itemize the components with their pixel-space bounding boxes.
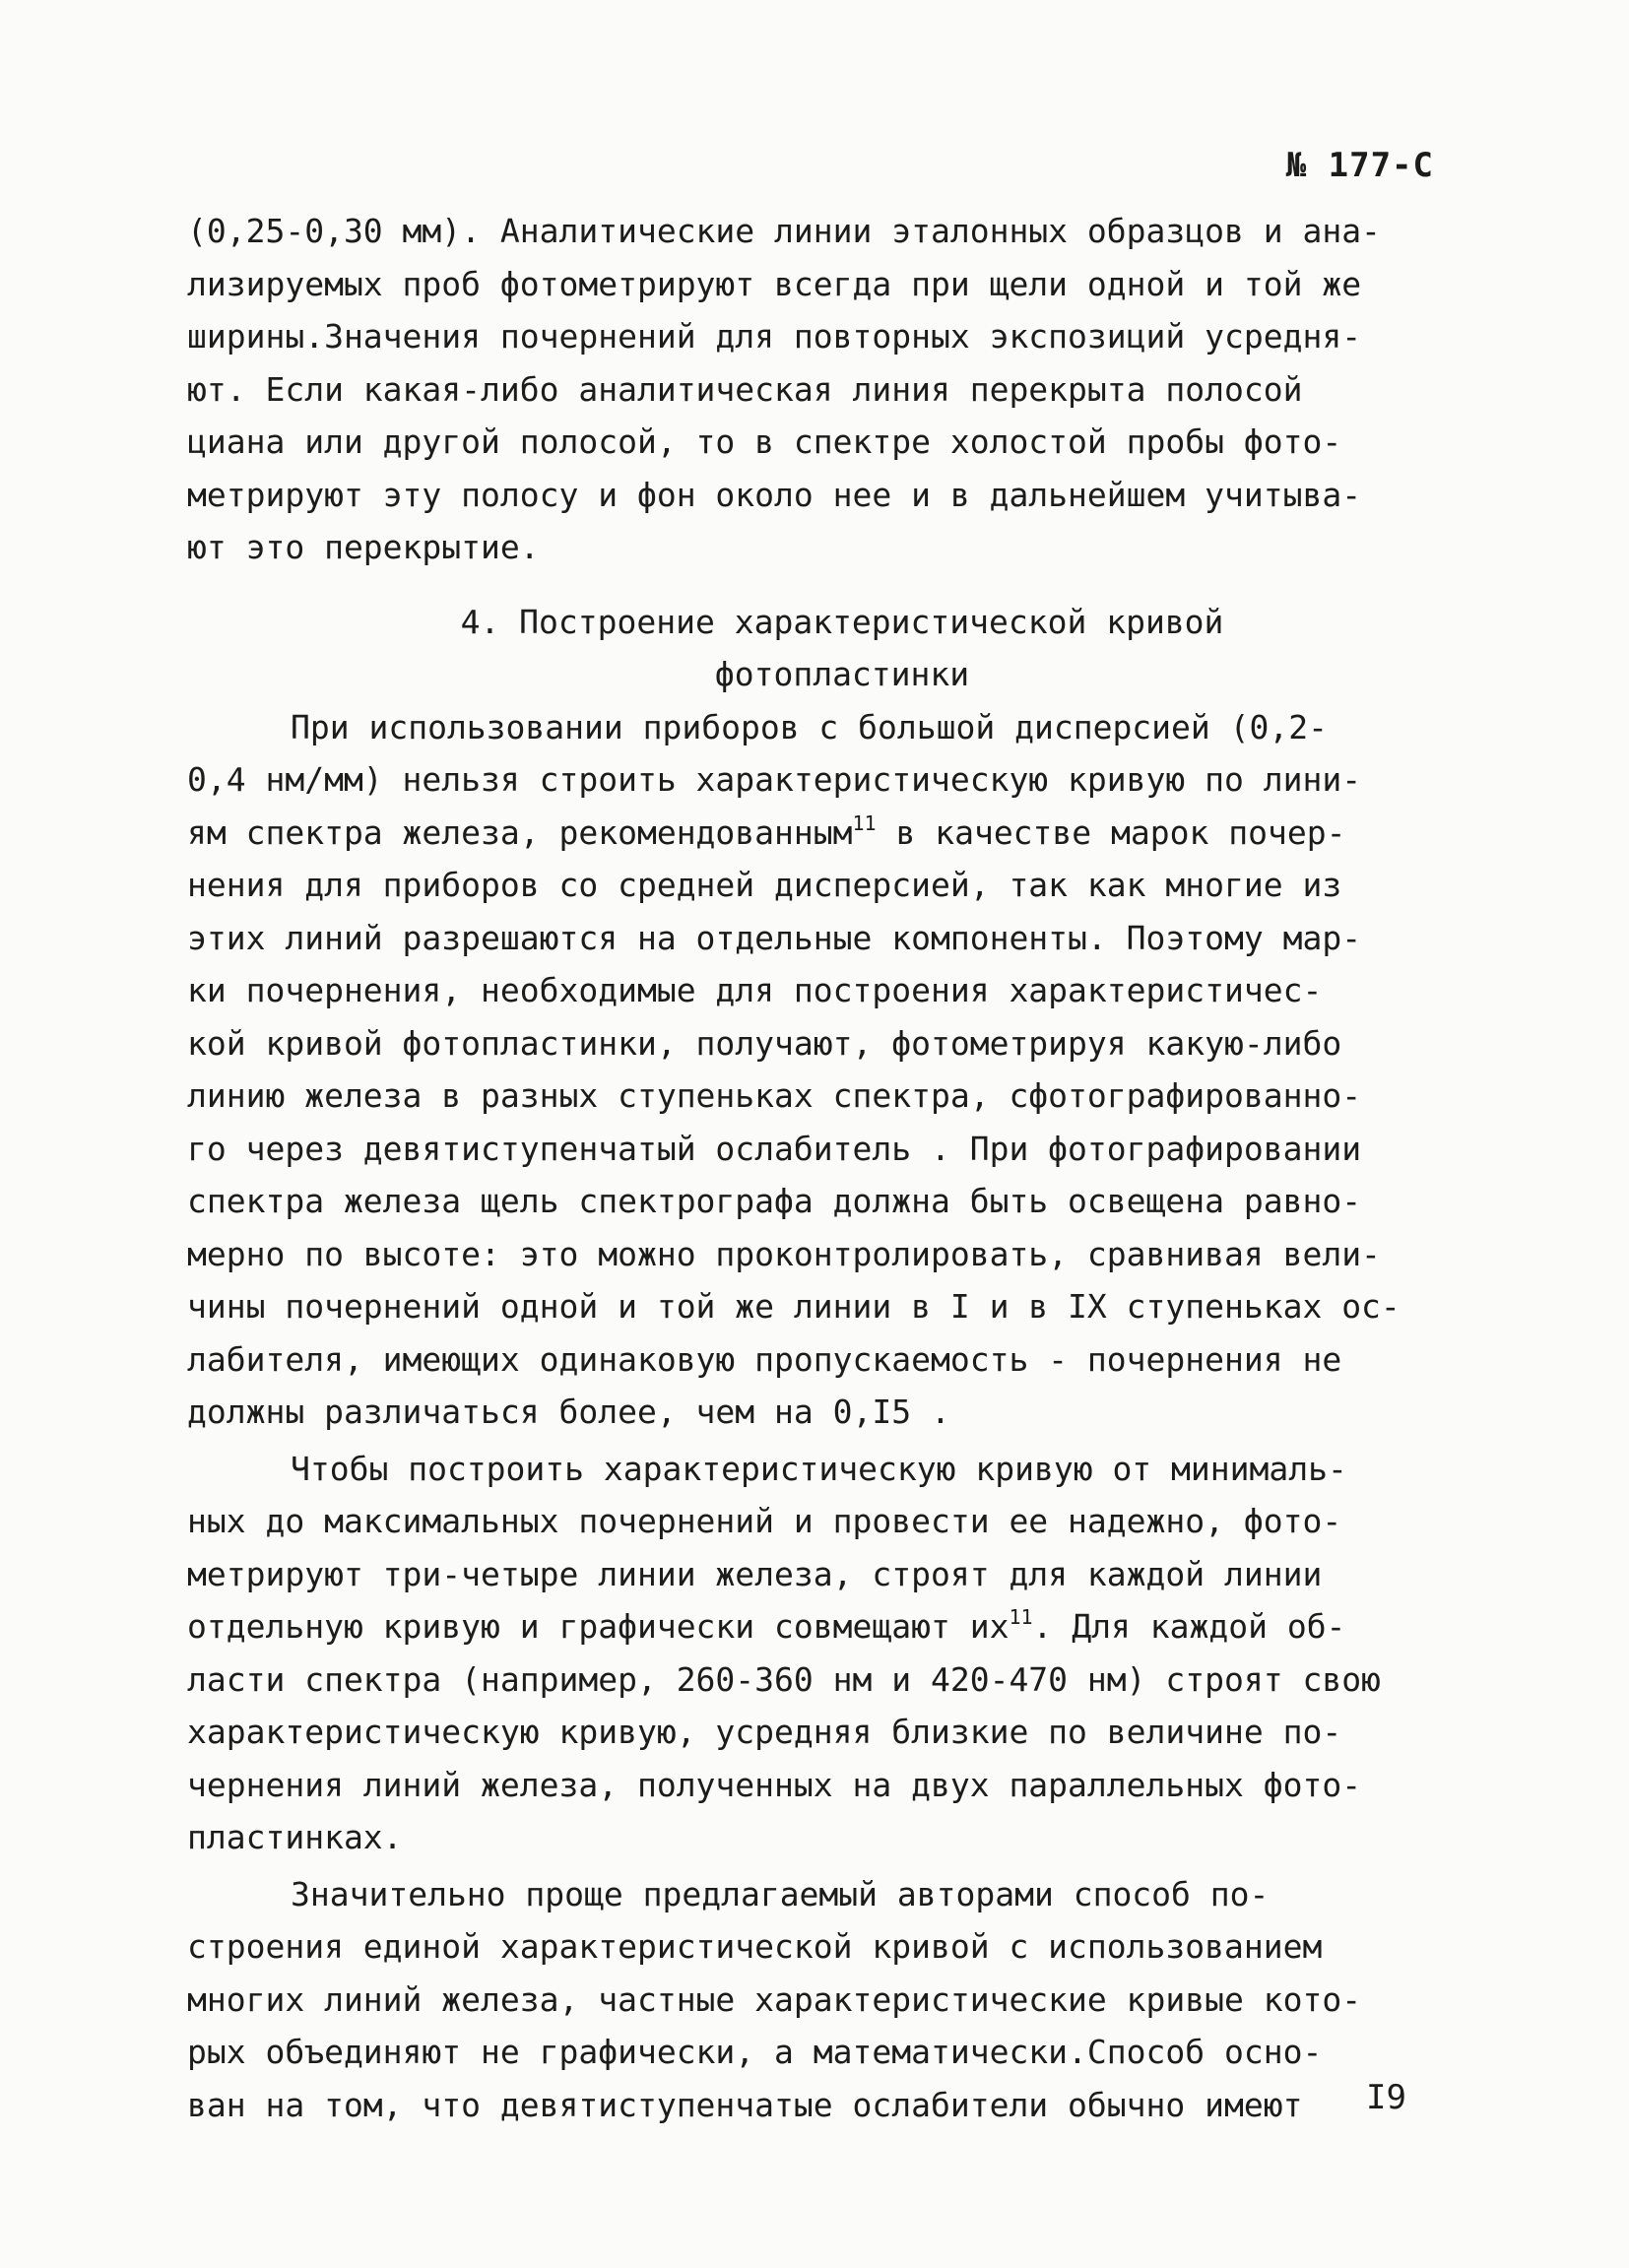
document-number: № 177-С <box>1285 146 1434 185</box>
paragraph-2 <box>187 701 1438 1439</box>
footnote-reference: 11 <box>1009 1605 1033 1629</box>
text-line: ют это перекрытие. <box>187 528 540 566</box>
text-line: Чтобы построить характеристическую кривую от минималь- <box>291 1449 1347 1488</box>
text-fragment: в качестве марок почер- <box>876 812 1346 852</box>
text-line: этих линий разрешаются на отдельные компоненты. Поэтому мар- <box>187 918 1362 957</box>
text-line: метрируют эту полосу и фон около нее и в дальнейшем учитыва- <box>187 475 1362 514</box>
text-line: ют. Если какая-либо аналитическая линия перекрыта полосой <box>187 369 1303 409</box>
text-line: ширины.Значения почернений для повторных экспозиций усредня- <box>187 317 1362 356</box>
text-line: чины почернений одной и той же линии в I и в IX ступеньках ос- <box>187 1287 1401 1326</box>
text-line: рых объединяют не графически, а математически.Способ осно- <box>187 2033 1323 2071</box>
text-line: ван на том, что девятиступенчатые ослабители обычно имеют <box>187 2085 1303 2124</box>
section-heading-line: фотопластинки <box>714 655 970 693</box>
paragraph-4 <box>187 1868 1438 2132</box>
text-line: линию железа в разных ступеньках спектра, сфотографированно- <box>187 1076 1362 1115</box>
text-line: ласти спектра (например, 260-360 нм и 420-470 нм) строят свою <box>187 1659 1381 1699</box>
text-line <box>187 1600 1438 1653</box>
text-fragment: . Для каждой об- <box>1032 1607 1346 1646</box>
paragraph-3 <box>187 1443 1438 1864</box>
text-line: При использовании приборов с большой дисперсией (0,2- <box>291 707 1328 746</box>
text-line: метрируют три-четыре линии железа, строят для каждой линии <box>187 1554 1323 1593</box>
text-line: го через девятиступенчатый ослабитель . При фотографировании <box>187 1129 1362 1168</box>
paragraph-1 <box>187 205 1438 574</box>
text-fragment: ям спектра железа, рекомендованным <box>187 812 853 852</box>
text-line: строения единой характеристической кривой с использованием <box>187 1927 1323 1966</box>
text-line: лабителя, имеющих одинаковую пропускаемость - почернения не <box>187 1339 1342 1379</box>
text-line: ки почернения, необходимые для построения характеристичес- <box>187 971 1323 1009</box>
footnote-reference: 11 <box>852 810 877 835</box>
text-line: мерно по высоте: это можно проконтролировать, сравнивая вели- <box>187 1234 1381 1273</box>
text-line <box>187 807 1438 860</box>
text-line: пластинках. <box>187 1818 403 1856</box>
section-heading <box>187 596 1438 701</box>
text-line: нения для приборов со средней дисперсией, так как многие из <box>187 866 1342 904</box>
text-line: кой кривой фотопластинки, получают, фотометрируя какую-либо <box>187 1023 1342 1063</box>
text-line: чернения линий железа, полученных на двух параллельных фото- <box>187 1765 1362 1804</box>
text-line: циана или другой полосой, то в спектре холостой пробы фото- <box>187 422 1342 461</box>
body-text <box>187 205 1438 2131</box>
text-line: должны различаться более, чем на 0,I5 . <box>187 1393 950 1431</box>
text-line: 0,4 нм/мм) нельзя строить характеристическую кривую по лини- <box>187 760 1362 799</box>
text-fragment: отдельную кривую и графически совмещают их <box>187 1607 1010 1646</box>
text-line: лизируемых проб фотометрируют всегда при щели одной и той же <box>187 264 1362 303</box>
text-line: характеристическую кривую, усредняя близкие по величине по- <box>187 1713 1342 1751</box>
text-line: (0,25-0,30 мм). Аналитические линии эталонных образцов и ана- <box>187 212 1381 250</box>
text-line: спектра железа щель спектрографа должна быть освещена равно- <box>187 1182 1362 1220</box>
text-line: Значительно проще предлагаемый авторами способ по- <box>291 1874 1270 1913</box>
section-heading-line: 4. Построение характеристической кривой <box>460 602 1224 641</box>
text-line: ных до максимальных почернений и провести ее надежно, фото- <box>187 1502 1342 1540</box>
page-number: I9 <box>1366 2078 1406 2117</box>
text-line: многих линий железа, частные характеристические кривые кото- <box>187 1979 1362 2019</box>
